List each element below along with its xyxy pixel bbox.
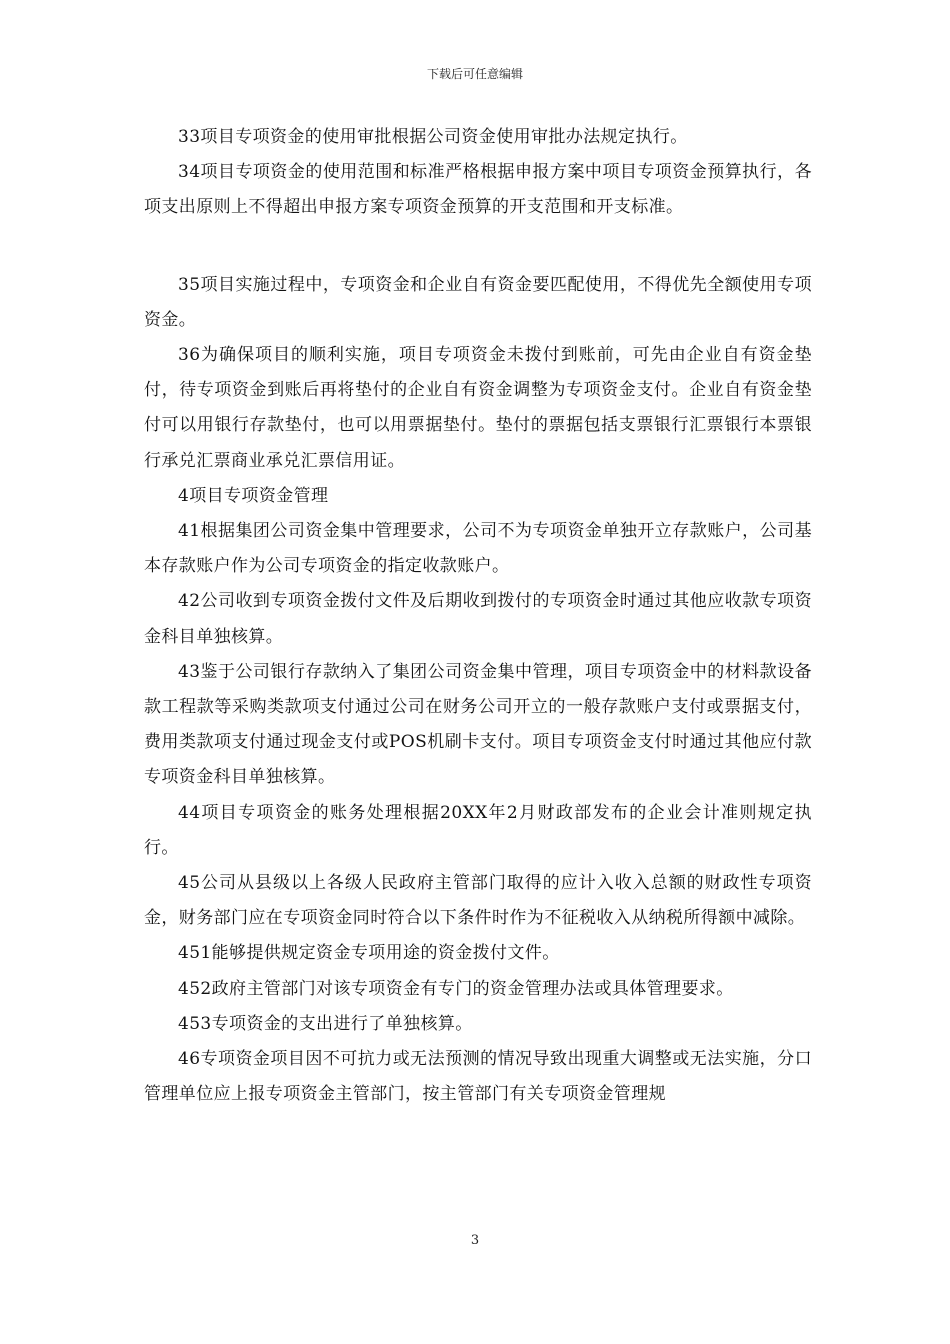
- document-body: [144, 120, 812, 1112]
- paragraph-3-6: 36为确保项目的顺利实施，项目专项资金未拨付到账前，可先由企业自有资金垫付，待专项资金到账后再将垫付的企业自有资金调整为专项资金支付。企业自有资金垫付可以用银行存款垫付，也可以用票据垫付。垫付的票据包括支票银行汇票银行本票银行承兑汇票商业承兑汇票信用证。: [144, 345, 812, 471]
- section-heading-4: 4项目专项资金管理: [178, 485, 329, 506]
- page-header: 下载后可任意编辑: [426, 67, 523, 81]
- paragraph-4-5: 45公司从县级以上各级人民政府主管部门取得的应计入收入总额的财政性专项资金，财务部门应在专项资金同时符合以下条件时作为不征税收入从纳税所得额中减除。: [144, 873, 812, 929]
- paragraph-3-4: 34项目专项资金的使用范围和标准严格根据申报方案中项目专项资金预算执行，各项支出原则上不得超出申报方案专项资金预算的开支范围和开支标准。: [144, 162, 812, 218]
- paragraph-4-5-2: 452政府主管部门对该专项资金有专门的资金管理办法或具体管理要求。: [178, 978, 734, 999]
- paragraph-4-2: 42公司收到专项资金拨付文件及后期收到拨付的专项资金时通过其他应收款专项资金科目单独核算。: [144, 591, 812, 647]
- paragraph-4-5-1: 451能够提供规定资金专项用途的资金拨付文件。: [178, 943, 560, 964]
- paragraph-4-5-3: 453专项资金的支出进行了单独核算。: [178, 1013, 473, 1034]
- paragraph-4-3: 43鉴于公司银行存款纳入了集团公司资金集中管理，项目专项资金中的材料款设备款工程款等采购类款项支付通过公司在财务公司开立的一般存款账户支付或票据支付，费用类款项支付通过现金支付或POS机刷卡支付。项目专项资金支付时通过其他应付款专项资金科目单独核算。: [144, 661, 812, 788]
- paragraph-3-5: 35项目实施过程中，专项资金和企业自有资金要匹配使用，不得优先全额使用专项资金。: [144, 274, 812, 330]
- paragraph-4-4: 44项目专项资金的账务处理根据20XX年2月财政部发布的企业会计准则规定执行。: [144, 802, 812, 858]
- paragraph-4-6: 46专项资金项目因不可抗力或无法预测的情况导致出现重大调整或无法实施，分口管理单位应上报专项资金主管部门，按主管部门有关专项资金管理规: [144, 1049, 812, 1105]
- page-number: 3: [470, 1233, 480, 1248]
- paragraph-4-1: 41根据集团公司资金集中管理要求，公司不为专项资金单独开立存款账户，公司基本存款账户作为公司专项资金的指定收款账户。: [144, 521, 812, 577]
- paragraph-3-3: 33项目专项资金的使用审批根据公司资金使用审批办法规定执行。: [178, 127, 688, 147]
